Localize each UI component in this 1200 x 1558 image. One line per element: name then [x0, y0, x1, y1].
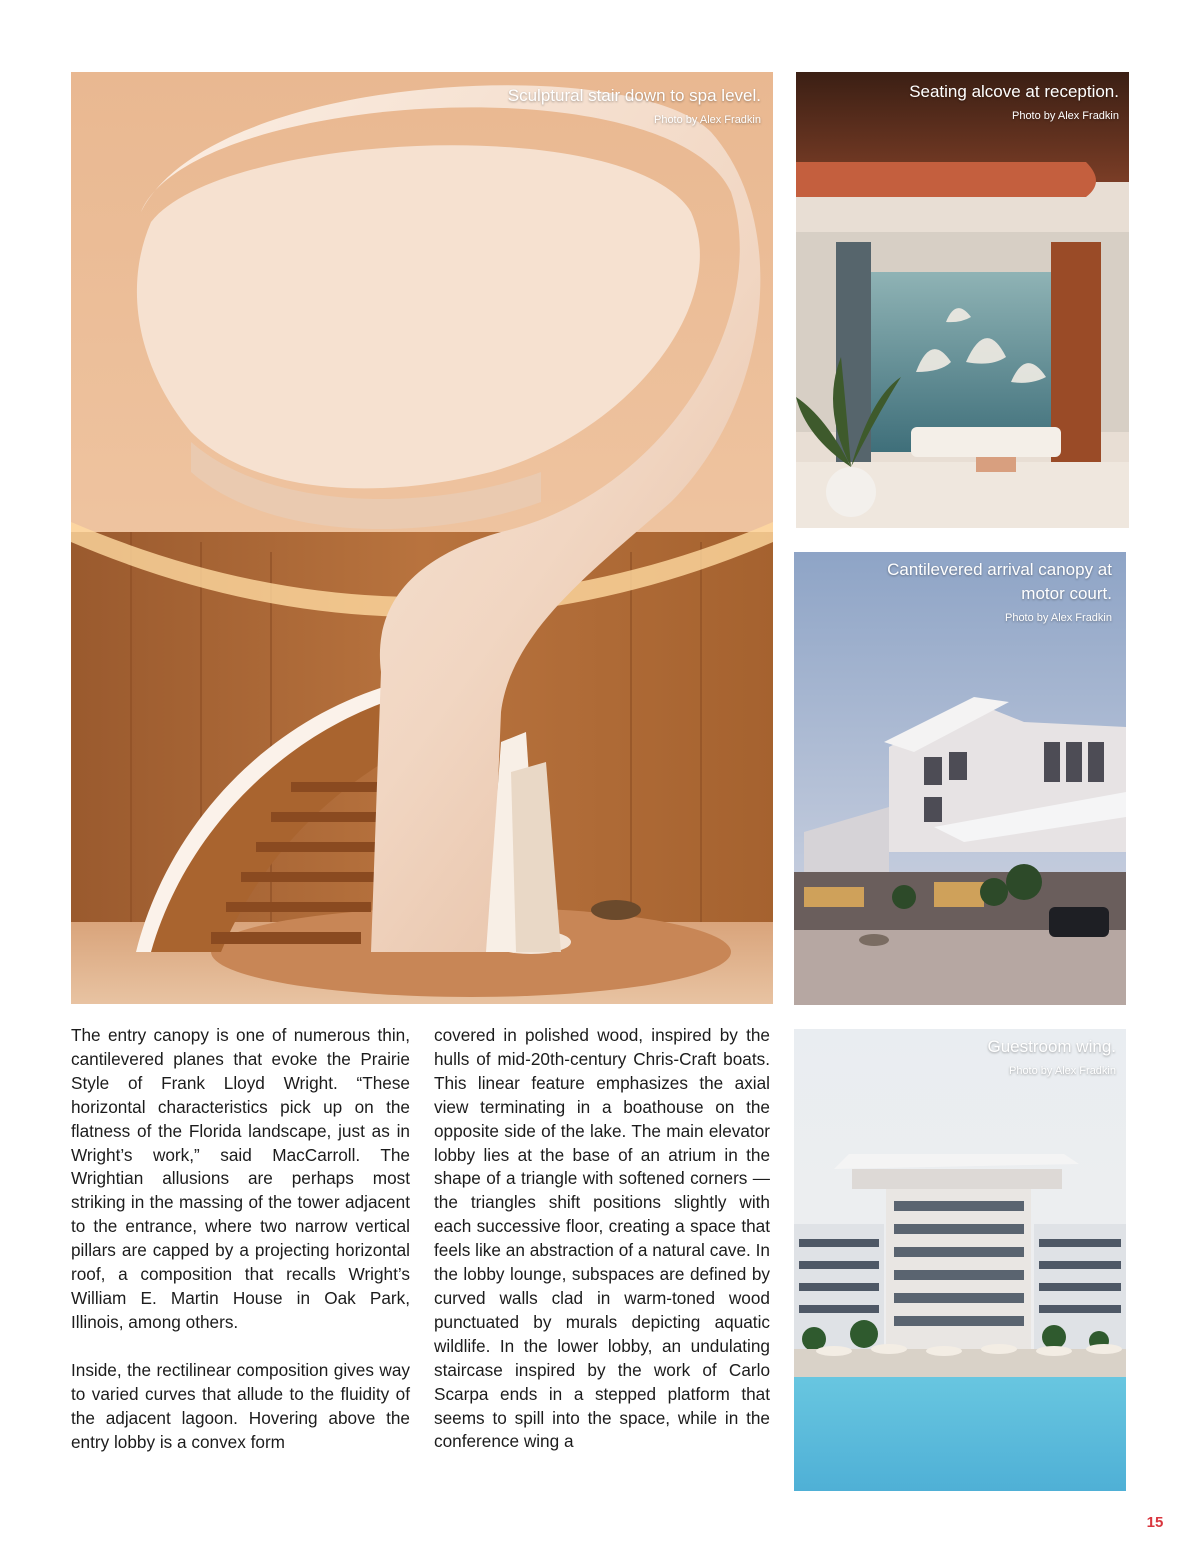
- stair-photo-credit: Photo by Alex Fradkin: [653, 114, 761, 126]
- reception-caption: [909, 80, 1119, 124]
- reception-photo-credit: Photo by Alex Fradkin: [1011, 110, 1119, 122]
- canopy-caption: [887, 558, 1112, 626]
- stair-caption-title: Sculptural stair down to spa level.: [507, 86, 761, 105]
- guestroom-illustration: [794, 1029, 1126, 1491]
- canopy-caption-line1: Cantilevered arrival canopy at: [887, 560, 1112, 579]
- page-number: 15: [1146, 1514, 1164, 1531]
- stair-caption: [508, 84, 761, 128]
- article-column-2: [434, 1024, 770, 1454]
- reception-photo: [796, 72, 1129, 528]
- article-paragraph: covered in polished wood, inspired by the hulls of mid-20th-century Chris-Craft boats. This linear feature emphasizes the axial view terminating in a boathouse on the opposite side of the lake. The main elevator lobby lies at the base of an atrium in the shape of a triangle with softened corners — the triangles shift positions slightly with each successive floor, creating a space that feels like an abstraction of a natural cave. In the lobby lounge, subspaces are defined by curved walls clad in warm-toned wood punctuated by murals depicting aquatic wildlife. In the lower lobby, an undulating staircase inspired by the work of Carlo Scarpa ends in a stepped platform that seems to spill into the space, while in the conference wing a: [434, 1025, 770, 1452]
- guestroom-caption: [988, 1035, 1117, 1079]
- reception-caption-title: Seating alcove at reception.: [909, 82, 1119, 101]
- guestroom-caption-title: Guestroom wing.: [987, 1037, 1116, 1056]
- guestroom-photo: [794, 1029, 1126, 1491]
- stair-photo: [71, 72, 773, 1004]
- canopy-photo: [794, 552, 1126, 1005]
- guestroom-photo-credit: Photo by Alex Fradkin: [1008, 1065, 1116, 1077]
- canopy-caption-line2: motor court.: [1021, 584, 1112, 603]
- stair-illustration: [71, 72, 773, 1004]
- article-paragraph: The entry canopy is one of numerous thin, cantilevered planes that evoke the Prairie Style of Frank Lloyd Wright. “These horizontal characteristics pick up on the flatness of the Florida landscape, just as in Wright’s work,” said MacCarroll. The Wrightian allusions are perhaps most striking in the massing of the tower adjacent to the entrance, where two narrow vertical pillars are capped by a projecting horizontal roof, a composition that recalls Wright’s William E. Martin House in Oak Park, Illinois, among others.: [71, 1025, 410, 1332]
- reception-illustration: [796, 72, 1129, 528]
- article-paragraph: Inside, the rectilinear composition gives way to varied curves that allude to the fluidity of the adjacent lagoon. Hovering above the entry lobby is a convex form: [71, 1359, 410, 1452]
- article-column-1: [71, 1024, 410, 1454]
- canopy-photo-credit: Photo by Alex Fradkin: [1004, 612, 1112, 624]
